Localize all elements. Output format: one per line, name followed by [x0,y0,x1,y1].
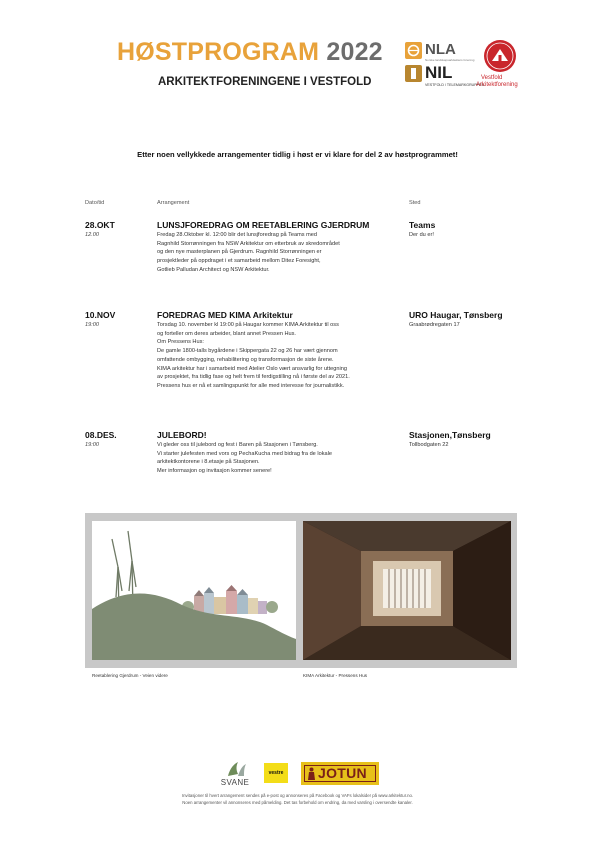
event-time: 19:00 [85,322,99,328]
event-place-name: Stasjonen,Tønsberg [409,430,491,440]
nla-text: NLA [425,41,456,58]
event-row [85,220,115,238]
event-time: 12.00 [85,232,99,238]
event-date: 28.OKT [85,220,115,230]
footer-line-2: Noen arrangementer vil annonseres med påmelding. Det tas forbehold om endring, da med varsling i oversendte kanaler. [182,800,413,805]
event-place [409,310,503,328]
event-description-line: omfattende ombygging, rehabilitering og transformasjon de siste årene. [157,356,334,363]
event-description-line: Vi starter julefesten med vors og PechaKucha med bidrag fra de lokale [157,450,332,457]
nla-small-text: Norske landskapsarkitekters forening [425,58,475,62]
event-description-line: Gotlieb Palludan Architect og NSW Arkitektur. [157,266,270,273]
event-description-line: Mer informasjon og invitasjon kommer senere! [157,468,272,475]
arkitektforening-text: Arkitektforening [476,82,518,88]
page-title [117,38,383,67]
event-description-line: Pressens hus er nå et samlingspunkt for alle med interesse for journalistikk. [157,382,345,389]
event-description-line: Vi gleder oss til julebord og fest i Baren på Stasjonen i Tønsberg. [157,442,318,448]
event-place-address: Graabrødregaten 17 [409,322,460,328]
event-place-name: Teams [409,220,436,230]
event-description-line: og den nye masterplanen på Gjerdrum. Ragnhild Storrønningen er [157,249,322,256]
event-description [157,321,405,391]
event-place-name: URO Haugar, Tønsberg [409,310,503,320]
swan-icon [216,758,254,778]
event-description-line: De gamle 1800-talls bygårdene i Skippergata 22 og 26 har vært gjennom [157,348,338,355]
svane-text: SVANE [220,778,250,787]
nil-small-text: VESTFOLD / TELEMARKGRUPPEN [425,83,485,87]
event-description [157,441,405,476]
event-content [157,430,405,476]
event-date: 08.DES. [85,430,117,440]
event-row [85,310,115,328]
event-description-line: og forteller om deres arbeider, blant annet Pressen Hus. [157,330,296,337]
event-place-address: Der du er! [409,232,434,238]
vestre-logo [264,763,288,783]
nil-text: NIL [425,63,453,82]
event-content [157,220,405,275]
left-image-caption: Reetablering Gjerdrum - Veien videre [92,673,168,678]
pressens-hus-photo [303,521,511,660]
column-header-place: Sted [409,200,421,206]
gjerdrum-illustration [92,521,296,660]
nil-square-icon [405,65,422,82]
page-subtitle: ARKITEKTFORENINGENE I VESTFOLD [158,76,372,88]
event-description-line: Torsdag 10. november kl 19:00 på Haugar kommer KIMA Arkitektur til oss [157,322,339,328]
event-description-line: Fredag 28.Oktober kl. 12:00 blir det lunsjforedrag på Teams med [157,232,318,238]
vestfold-text: Vestfold [481,75,503,81]
event-time: 19:00 [85,442,99,448]
svane-logo [216,758,254,788]
column-header-date: Dato/tid [85,200,105,206]
intro-text: Etter noen vellykkede arrangementer tidlig i høst er vi klare for del 2 av høstprogrammet! [137,150,458,159]
event-content [157,310,405,391]
title-program: HØSTPROGRAM [117,38,320,66]
jotun-text: JOTUN [318,765,367,781]
event-place-address: Tollbodgaten 22 [409,442,449,448]
vestfold-seal-icon [484,40,516,72]
event-description-line: av prosjektet, fra tidlig fase og helt frem til ferdigstilling nå i første del av 2021. [157,374,350,381]
event-description-line: Ragnhild Storrønningen fra NSW Arkitektur om etterbruk av skredområdet [157,240,340,247]
event-row [85,430,117,448]
right-image-caption: KIMA Arkitektur - Pressens Hus [303,673,368,678]
nla-square-icon [405,42,422,59]
event-date: 10.NOV [85,310,116,320]
title-year: 2022 [326,38,383,66]
vestfold-arkitektforening-logo [478,40,524,92]
nla-nil-logo [405,40,485,88]
event-description [157,231,405,275]
vestre-text: vestre [268,770,284,776]
event-description-line: arkitektkontorene i 8.etasje på Stasjonen. [157,459,260,466]
event-description-line: prosjektleder på oppdraget i et samarbeid mellom Ditez Foresight, [157,258,321,265]
event-description-line: Om Pressens Hus: [157,339,204,346]
event-title: FOREDRAG MED KIMA Arkitektur [157,310,293,320]
jotun-logo [301,762,379,785]
event-description-line: KIMA arkitektur har i samarbeid med Atelier Oslo vært ansvarlig for uttegning [157,365,347,372]
event-title: JULEBORD! [157,430,207,440]
jotun-figure-icon [306,767,317,780]
event-place [409,430,491,448]
event-title: LUNSJFOREDRAG OM REETABLERING GJERDRUM [157,220,370,230]
event-place [409,220,435,238]
footer-line-1: Invitasjoner til hvert arrangement sendes på e-post og annonseres på Facebook og VAFs lokalsider på www.arkitektur.no. [181,793,414,798]
column-header-event: Arrangement [157,200,190,206]
